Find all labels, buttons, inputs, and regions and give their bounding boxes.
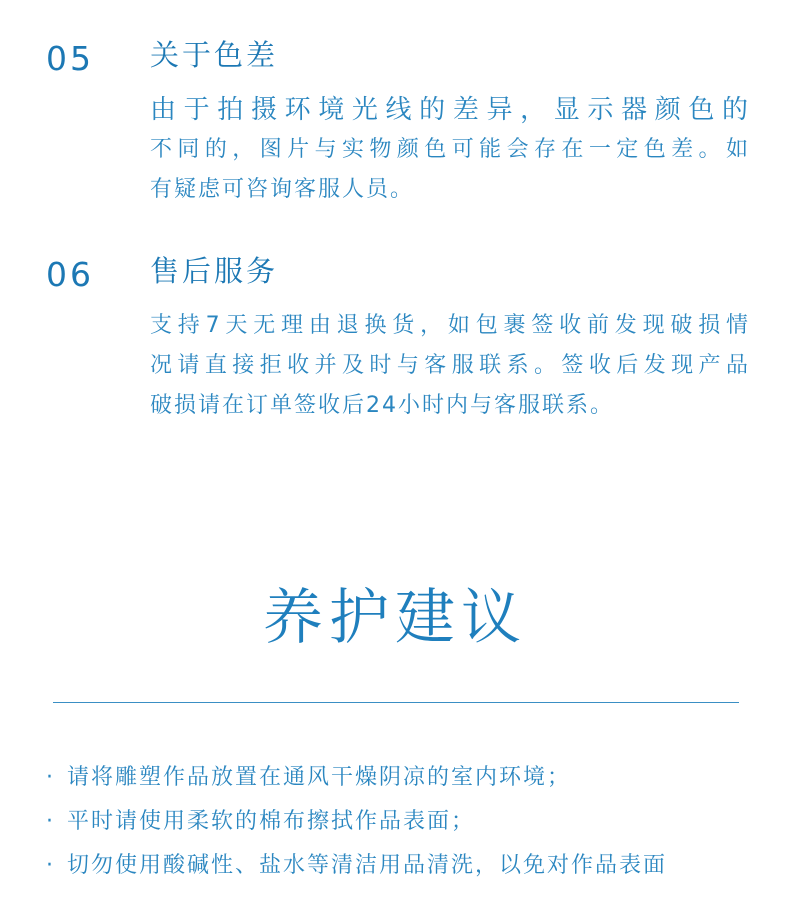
section-title: 售后服务	[150, 254, 279, 288]
bullet-icon: ·	[46, 809, 55, 834]
list-item	[46, 844, 746, 888]
list-item-text: 平时请使用柔软的棉布擦拭作品表面；	[67, 809, 476, 834]
section-body	[150, 90, 750, 210]
care-list	[46, 756, 746, 888]
section-title: 关于色差	[150, 38, 279, 72]
body-line: 支持7天无理由退换货，如包裹签收前发现破损情	[150, 313, 750, 338]
bullet-icon: ·	[46, 765, 55, 790]
bullet-icon: ·	[46, 853, 55, 878]
list-item-text: 请将雕塑作品放置在通风干燥阴凉的室内环境；	[67, 765, 572, 790]
list-item	[46, 800, 746, 844]
body-line: 有疑虑可咨询客服人员。	[150, 177, 415, 202]
body-line: 由于拍摄环境光线的差异，显示器颜色的	[150, 95, 750, 125]
body-line: 不同的，图片与实物颜色可能会存在一定色差。如	[150, 137, 750, 162]
list-item	[46, 756, 746, 800]
list-item-text: 切勿使用酸碱性、盐水等清洁用品清洗，以免对作品表面	[67, 853, 668, 878]
care-title: 养护建议	[263, 583, 527, 653]
section-body	[150, 306, 750, 426]
section-number: 06	[46, 255, 94, 294]
section-number: 05	[46, 39, 94, 78]
body-line: 况请直接拒收并及时与客服联系。签收后发现产品	[150, 353, 750, 378]
divider	[53, 702, 739, 703]
body-line: 破损请在订单签收后24小时内与客服联系。	[150, 393, 614, 418]
